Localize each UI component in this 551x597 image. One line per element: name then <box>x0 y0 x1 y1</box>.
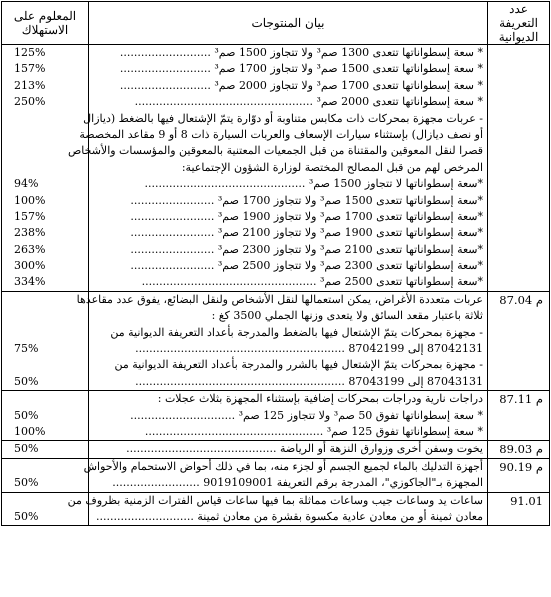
table-row <box>2 45 550 292</box>
product-description-cell <box>89 391 488 441</box>
duty-rate: 334% <box>14 275 46 289</box>
description-line: معادن ثمينة أو من معادن عادية مكسوة بقشرة من معادن ثمينة ............................ <box>95 509 483 523</box>
description-line: * سعة إسطواناتها تتعدى 1500 صم³ ولا تتجاوز 1700 صم³ .......................... <box>119 62 483 76</box>
header-rate: المعلوم على الاستهلاك <box>2 2 89 45</box>
tariff-code-cell <box>488 492 550 526</box>
duty-rate <box>2 459 88 475</box>
duty-rate: 50% <box>14 476 39 490</box>
duty-rate: 50% <box>14 374 39 388</box>
table-row <box>2 492 550 526</box>
duty-rate: 75% <box>14 342 39 356</box>
description-line: *سعة إسطواناتها لا تتجاوز 1500 صم³ .............................................. <box>144 177 483 191</box>
tariff-code: م 89.03 <box>499 442 543 457</box>
description-line: *سعة إسطواناتها تتعدى 1500 صم³ ولا تتجاوز 1700 صم³ ........................ <box>130 193 483 207</box>
duty-rate <box>2 127 88 143</box>
tariff-table <box>1 1 550 526</box>
description-line: ساعات يد وساعات جيب وساعات مماثلة بما فيها ساعات قياس الفترات الزمنية بظروف من <box>67 493 483 507</box>
table-row <box>2 458 550 492</box>
duty-rate: 263% <box>14 242 46 256</box>
header-description: بيان المنتوجات <box>89 2 488 45</box>
description-line: * سعة إسطواناتها تتعدى 1700 صم³ ولا تتجاوز 2000 صم³ .......................... <box>119 78 483 92</box>
tariff-code-cell <box>488 391 550 441</box>
duty-rate: 250% <box>14 95 46 109</box>
description-line: * سعة إسطواناتها تتعدى 1300 صم³ ولا تتجاوز 1500 صم³ .......................... <box>119 46 483 59</box>
tariff-code-cell <box>488 291 550 390</box>
description-line: المرخص لهم من قبل المصالح المختصة لوزارة الشؤون الإجتماعية: <box>181 160 483 174</box>
duty-rate: 100% <box>14 193 46 207</box>
description-line: * سعة إسطواناتها تفوق 50 صم³ ولا تتجاوز 125 صم³ .............................. <box>130 408 483 422</box>
description-line: *سعة إسطواناتها تتعدى 1700 صم³ ولا تتجاوز 1900 صم³ ........................ <box>130 209 483 223</box>
table-row <box>2 441 550 458</box>
tariff-code-cell <box>488 458 550 492</box>
duty-rate: 50% <box>14 408 39 422</box>
duty-rate-cell <box>2 441 89 458</box>
duty-rate: 238% <box>14 226 46 240</box>
duty-rate: 50% <box>14 442 39 456</box>
description-line: *سعة إسطواناتها تتعدى 1900 صم³ ولا تتجاوز 2100 صم³ ........................ <box>130 226 483 240</box>
duty-rate <box>2 160 88 176</box>
duty-rate-cell <box>2 391 89 441</box>
duty-rate <box>2 292 88 308</box>
description-line: يخوت وسفن أخرى وزوارق النزهة أو الرياضة ........................................... <box>126 442 483 456</box>
duty-rate: 125% <box>14 46 46 59</box>
product-description-cell <box>67 45 488 292</box>
tariff-code: م 90.19 <box>499 459 543 474</box>
table-body <box>2 45 550 526</box>
tariff-code-cell <box>488 45 550 292</box>
tariff-code: 91.01 <box>510 493 543 508</box>
description-line: 87042131 إلى 87042199 ............................................................ <box>135 342 483 356</box>
duty-rate <box>2 325 88 341</box>
product-description-cell <box>83 458 488 492</box>
duty-rate: 213% <box>14 78 46 92</box>
description-line: - مجهزة بمحركات يتمّ الإشتعال فيها بالشرر والمدرجة بأعداد التعريفة الديوانية من <box>114 358 483 372</box>
duty-rate: 94% <box>14 177 39 191</box>
product-description-cell <box>76 291 488 390</box>
product-description-cell <box>67 492 488 526</box>
duty-rate <box>2 357 88 373</box>
description-line: * سعة إسطواناتها تفوق 125 صم³ ................................................... <box>144 424 483 438</box>
duty-rate-cell <box>2 458 89 492</box>
description-line: * سعة إسطواناتها تتعدى 2000 صم³ ................................................... <box>134 95 483 109</box>
description-line: 87043131 إلى 87043199 ............................................................ <box>135 374 483 388</box>
header-code: عدد التعريفة الديوانية <box>488 2 550 45</box>
tariff-code-cell <box>488 441 550 458</box>
description-line: دراجات نارية ودراجات بمحركات إضافية بإستثناء المجهزة بثلاث عجلات : <box>157 392 483 406</box>
tariff-code: م 87.04 <box>499 292 543 307</box>
duty-rate: 157% <box>14 209 46 223</box>
description-line: أجهزة التدليك بالماء لجميع الجسم أو لجزء منه، بما في ذلك أحواض الاستحمام والأحواش <box>83 459 483 473</box>
description-line: - عربات مجهزة بمحركات ذات مكابس متناوبة أو دوّارة يتمّ الإشتعال فيها بالضغط (ديازال <box>83 111 483 125</box>
duty-rate <box>2 308 88 324</box>
duty-rate: 100% <box>14 424 46 438</box>
description-line: قصرا لنقل المعوقين والمقتناة من قبل الجمعيات المعتنية بالمعوقين والمؤسسات والأشخاص <box>67 144 483 158</box>
duty-rate: 50% <box>14 509 39 523</box>
header-row <box>2 2 550 45</box>
duty-rate: 157% <box>14 62 46 76</box>
duty-rate <box>2 111 88 127</box>
description-line: - مجهزة بمحركات يتمّ الإشتعال فيها بالضغط والمدرجة بأعداد التعريفة الديوانية من <box>110 325 483 339</box>
duty-rate-cell <box>2 45 89 292</box>
tariff-code: م 87.11 <box>499 392 543 407</box>
product-description-cell <box>89 441 488 458</box>
duty-rate: 300% <box>14 259 46 273</box>
description-line: المجهزة بـ"الجاكوزي"، المدرجة برقم التعريفة 9019109001 ......................... <box>112 476 483 490</box>
table-row <box>2 391 550 441</box>
description-line: عربات متعددة الأغراض، يمكن استعمالها لنقل الأشخاص ولنقل البضائع، يفوق عدد مقاعدها <box>76 292 483 306</box>
table-row <box>2 291 550 390</box>
description-line: *سعة إسطواناتها تتعدى 2300 صم³ ولا تتجاوز 2500 صم³ ........................ <box>130 259 483 273</box>
description-line: *سعة إسطواناتها تتعدى 2100 صم³ ولا تتجاوز 2300 صم³ ........................ <box>130 242 483 256</box>
description-line: أو نصف ديازال) بإستثناء سيارات الإسعاف والعربات السيارة ذات 8 أو 9 مقاعد المخصصة <box>79 127 483 141</box>
duty-rate <box>2 391 88 407</box>
description-line: *سعة إسطواناتها تتعدى 2500 صم³ .................................................. <box>141 275 483 289</box>
duty-rate-cell <box>2 291 89 390</box>
tariff-code <box>488 45 549 61</box>
description-line: ثلاثة باعتبار مقعد السائق ولا يتعدى وزنها الجملي 3500 كغ : <box>211 309 483 323</box>
